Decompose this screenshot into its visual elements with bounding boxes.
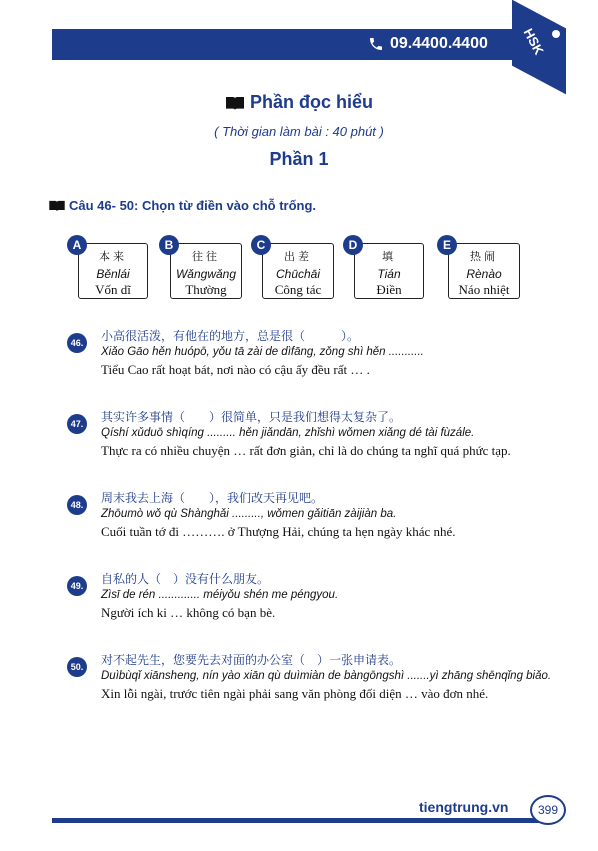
option-pinyin: Wǎngwǎng	[175, 267, 237, 281]
option-letter: A	[67, 235, 87, 255]
option-a	[72, 238, 148, 299]
question-pinyin: Zìsī de rén ............. méiyǒu shén me péngyou.	[101, 589, 339, 601]
page-number: 399	[530, 795, 566, 825]
option-e	[442, 238, 520, 299]
option-meaning: Điền	[376, 282, 402, 297]
option-b	[164, 238, 242, 299]
option-hanzi: 出差	[284, 250, 312, 263]
option-meaning: Công tác	[274, 282, 322, 297]
question-hanzi: 周末我去上海（ ），我们改天再见吧。	[101, 491, 324, 505]
book-icon	[48, 200, 66, 212]
question-number: 49.	[67, 576, 87, 596]
option-pinyin: Chūchāi	[275, 267, 321, 281]
question-hanzi: 其实许多事情（ ）很简单，只是我们想得太复杂了。	[101, 410, 402, 424]
option-hanzi: 本来	[99, 250, 127, 263]
option-meaning: Vốn dĩ	[95, 282, 131, 297]
phone-icon	[368, 36, 384, 52]
question-translation: Thực ra có nhiều chuyện … rất đơn giản, chỉ là do chúng ta nghĩ quá phức tạp.	[101, 443, 511, 458]
question-translation: Tiểu Cao rất hoạt bát, nơi nào có cậu ấy đều rất … .	[101, 362, 370, 377]
section-title	[0, 92, 598, 113]
option-d	[348, 238, 424, 299]
question-hanzi: 对不起先生，您要先去对面的办公室（ ）一张申请表。	[101, 653, 402, 667]
instruction-text: Câu 46- 50: Chọn từ điền vào chỗ trống.	[69, 198, 317, 213]
footer-band	[52, 818, 548, 823]
option-letter: E	[437, 235, 457, 255]
hsk-label: HSK	[520, 25, 547, 58]
instruction	[48, 198, 316, 213]
question-translation: Xin lỗi ngài, trước tiên ngài phải sang văn phòng đối diện … vào đơn nhé.	[101, 686, 489, 701]
footer-website: tiengtrung.vn	[419, 799, 509, 815]
option-hanzi: 往往	[192, 250, 220, 263]
option-pinyin: Rènào	[466, 267, 502, 281]
question-number: 48.	[67, 495, 87, 515]
badge-dot	[552, 30, 560, 38]
option-meaning: Náo nhiệt	[458, 282, 510, 297]
time-note: ( Thời gian làm bài : 40 phút )	[214, 124, 384, 139]
question-translation: Cuối tuần tớ đi ………. ở Thượng Hải, chúng ta hẹn ngày khác nhé.	[101, 524, 456, 539]
question-pinyin: Zhōumò wǒ qù Shànghǎi ........., wǒmen gǎitiān zàijiàn ba.	[101, 508, 397, 520]
question-pinyin: Qíshí xǔduō shìqíng ......... hěn jiǎndān, zhǐshì wǒmen xiǎng dé tài fùzále.	[101, 427, 475, 439]
book-icon	[225, 95, 245, 111]
question-pinyin: Duìbùqǐ xiānsheng, nín yào xiān qù duìmiàn de bàngōngshì .......yì zhāng shēnqǐng biǎo.	[101, 670, 552, 682]
option-letter: B	[159, 235, 179, 255]
option-pinyin: Běnlái	[96, 267, 130, 281]
question-number: 46.	[67, 333, 87, 353]
question-translation: Người ích ki … không có bạn bè.	[101, 605, 276, 620]
option-letter: C	[251, 235, 271, 255]
option-hanzi: 填	[382, 250, 396, 263]
section-title-text: Phần đọc hiểu	[249, 92, 373, 112]
part-title: Phần 1	[269, 149, 329, 169]
option-hanzi: 热闹	[470, 250, 498, 263]
option-pinyin: Tián	[377, 267, 401, 281]
question-hanzi: 自私的人（ ）没有什么朋友。	[101, 572, 270, 586]
phone-text: 09.4400.4400	[390, 35, 488, 52]
question-hanzi: 小高很活泼，有他在的地方，总是很（ ）。	[101, 329, 360, 343]
phone-number	[368, 35, 488, 53]
question-number: 47.	[67, 414, 87, 434]
option-c	[256, 238, 334, 299]
option-letter: D	[343, 235, 363, 255]
question-number: 50.	[67, 657, 87, 677]
option-meaning: Thường	[185, 282, 227, 297]
question-pinyin: Xiǎo Gāo hěn huópō, yǒu tā zài de dìfāng, zǒng shì hěn ...........	[101, 346, 424, 358]
